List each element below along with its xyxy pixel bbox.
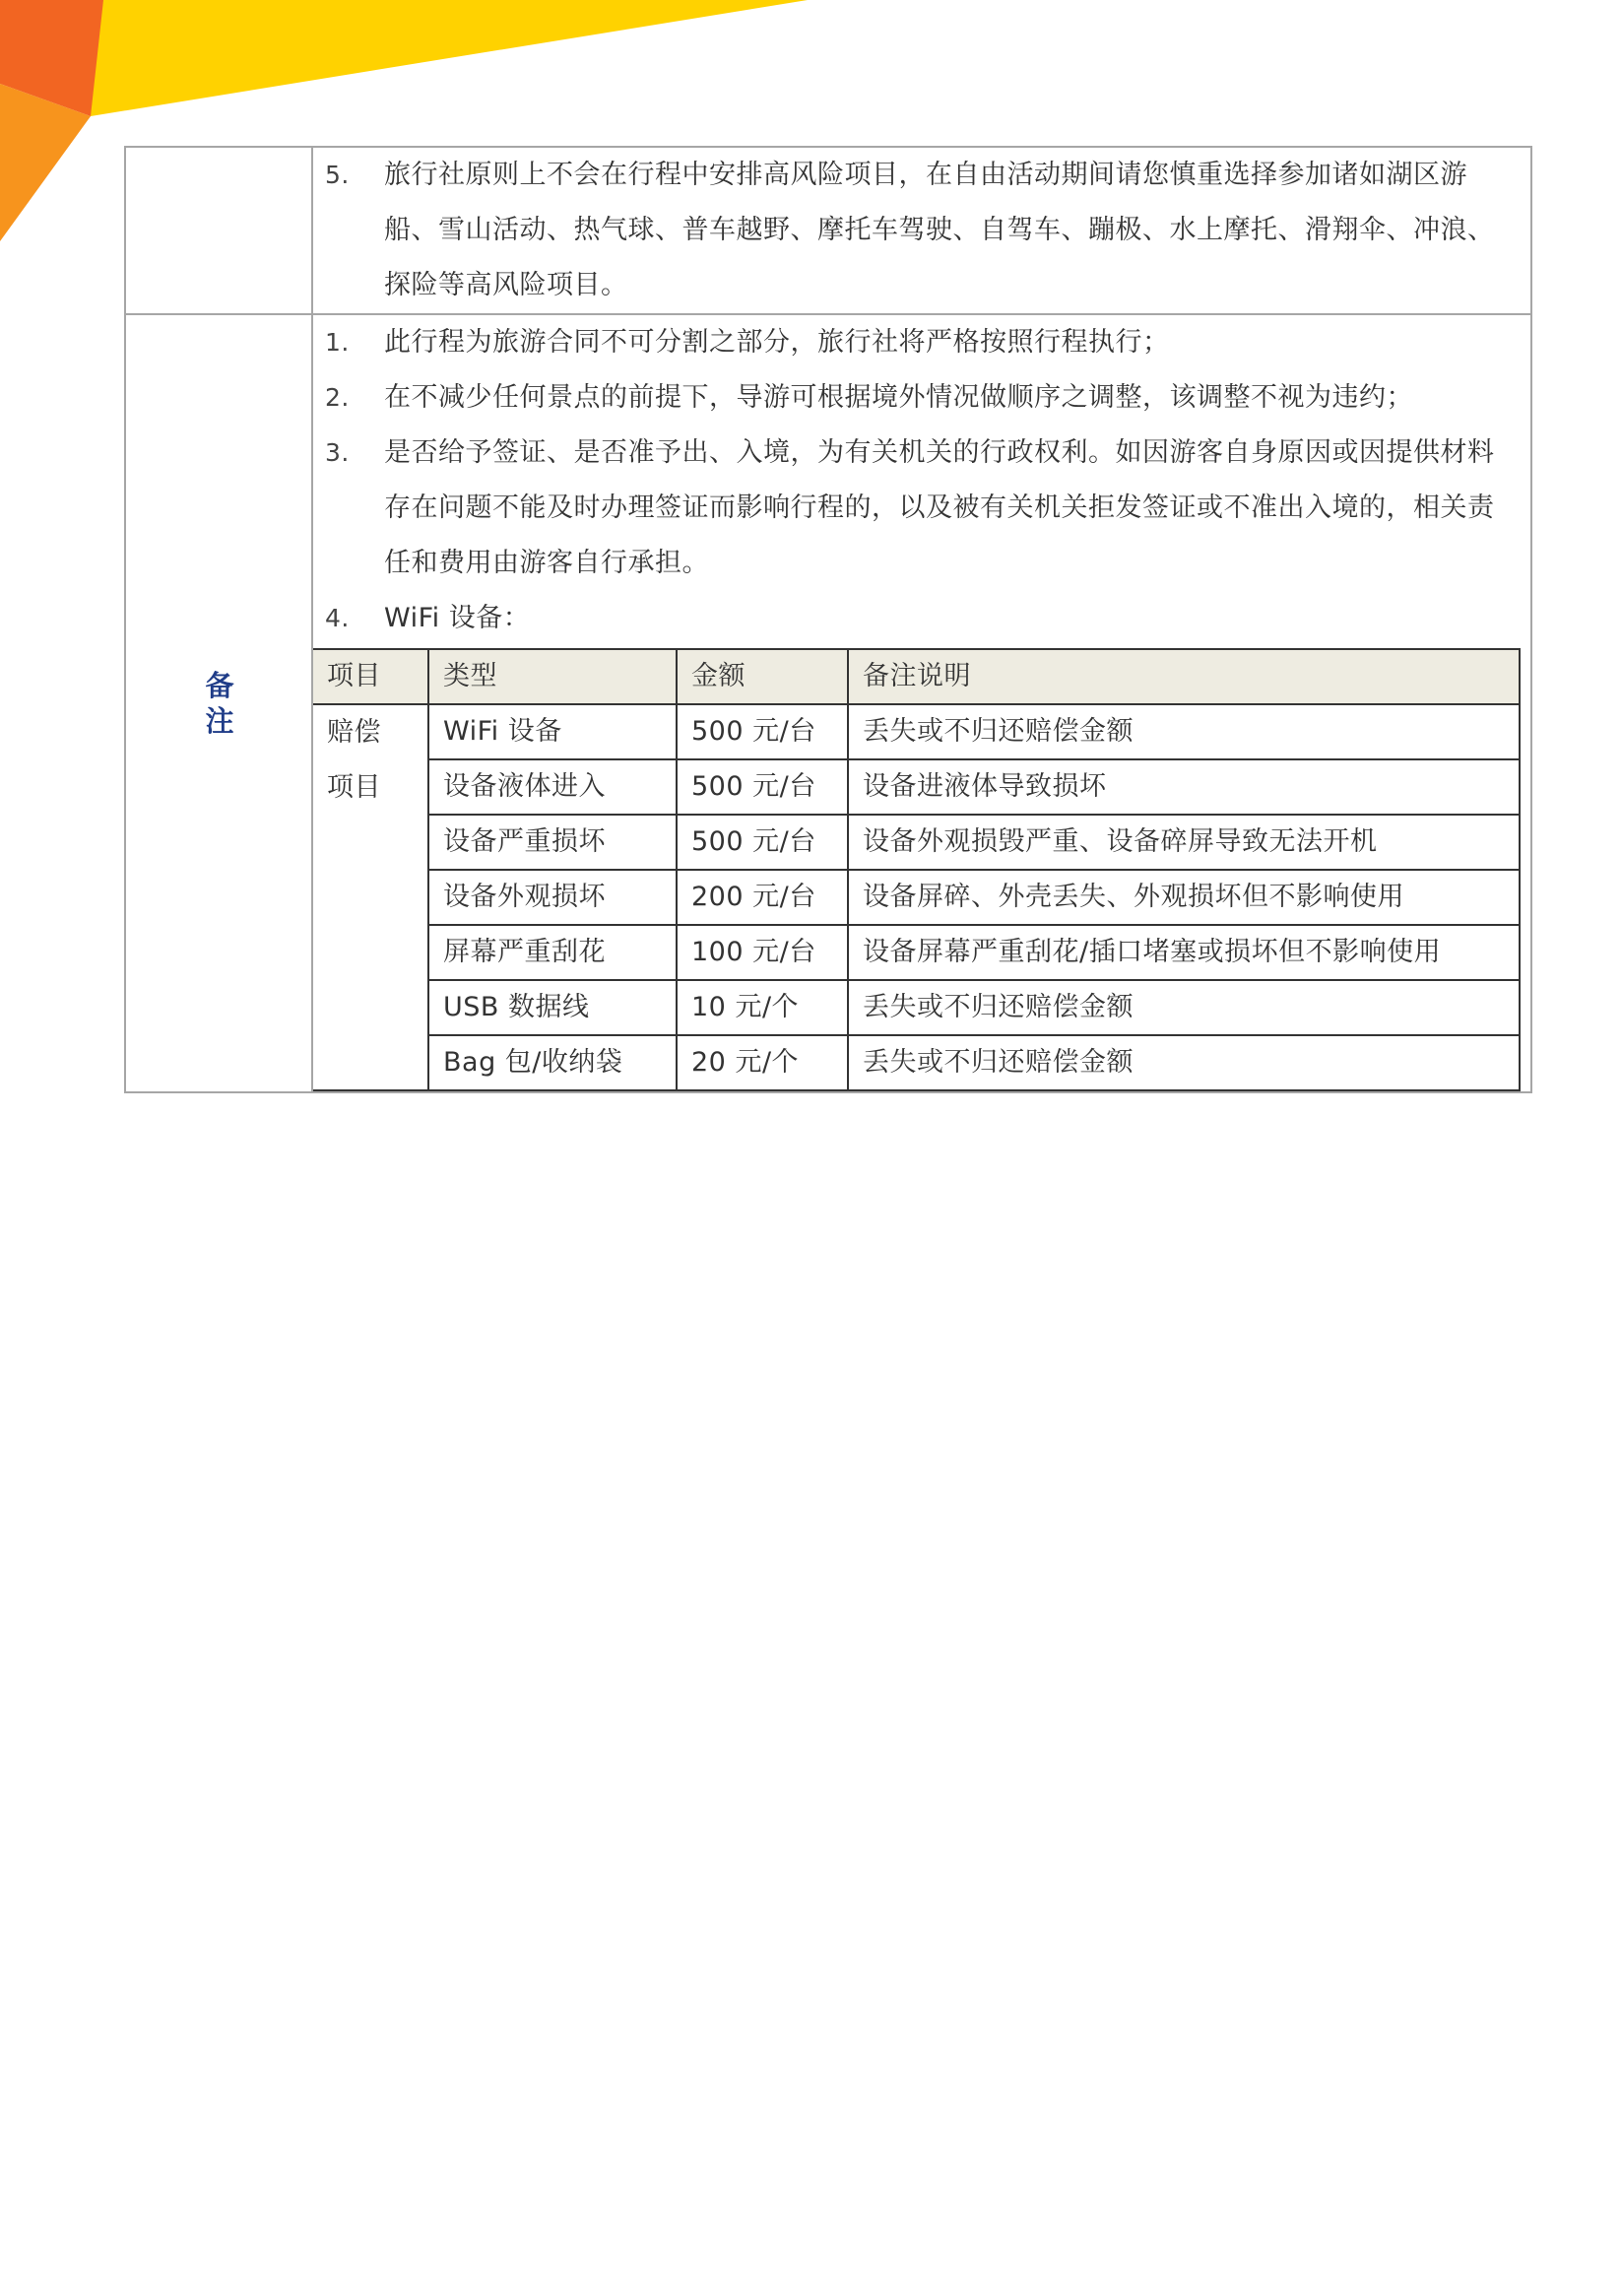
header-note: 备注说明 [848,649,1520,704]
table-row [312,815,1520,870]
note-cell: 丢失或不归还赔偿金额 [848,980,1520,1035]
amount-cell: 20 元/个 [677,1035,848,1090]
type-cell: WiFi 设备 [428,704,677,759]
amount-cell: 500 元/台 [677,815,848,870]
amount-cell: 500 元/台 [677,759,848,815]
header-amount: 金额 [677,649,848,704]
risk-row [125,147,1531,314]
type-cell: 屏幕严重刮花 [428,925,677,980]
table-row [312,925,1520,980]
type-cell: Bag 包/收纳袋 [428,1035,677,1090]
list-item: 3. 是否给予签证、是否准予出、入境，为有关机关的行政权利。如因游客自身原因或因提供材料存在问题不能及时办理签证而影响行程的，以及被有关机关拒发签证或不准出入境的，相关责任和费用由游客自行承担。 [325,437,1495,578]
note-cell: 设备外观损毁严重、设备碎屏导致无法开机 [848,815,1520,870]
list-item: 4. WiFi 设备： [325,603,531,633]
table-header-row [312,649,1520,704]
note-cell: 丢失或不归还赔偿金额 [848,1035,1520,1090]
notes-label-cell [125,314,312,1092]
wifi-compensation-table [311,648,1521,1091]
itinerary-notes-table [124,146,1532,1093]
group-label-cell [312,704,428,1090]
table-row [312,980,1520,1035]
header-item: 项目 [312,649,428,704]
note-cell: 设备屏幕严重刮花/插口堵塞或损坏但不影响使用 [848,925,1520,980]
notes-row [125,314,1531,1092]
notes-label: 备注 [205,669,234,738]
amount-cell: 10 元/个 [677,980,848,1035]
amount-cell: 200 元/台 [677,870,848,925]
note-cell: 设备屏碎、外壳丢失、外观损坏但不影响使用 [848,870,1520,925]
risk-label-cell [125,147,312,314]
note-cell: 设备进液体导致损坏 [848,759,1520,815]
header-type: 类型 [428,649,677,704]
table-row [312,704,1520,759]
note-cell: 丢失或不归还赔偿金额 [848,704,1520,759]
group-label: 赔偿项目 [327,717,381,803]
table-row [312,1035,1520,1090]
table-row [312,759,1520,815]
list-item: 5. 旅行社原则上不会在行程中安排高风险项目，在自由活动期间请您慎重选择参加诸如湖区游船、雪山活动、热气球、普车越野、摩托车驾驶、自驾车、蹦极、水上摩托、滑翔伞、冲浪、探险等高风险项目。 [325,160,1495,300]
amount-cell: 100 元/台 [677,925,848,980]
table-row [312,870,1520,925]
list-item: 2. 在不减少任何景点的前提下，导游可根据境外情况做顺序之调整，该调整不视为违约； [325,382,1413,413]
type-cell: USB 数据线 [428,980,677,1035]
risk-notes [312,147,1531,314]
amount-cell: 500 元/台 [677,704,848,759]
list-item: 1. 此行程为旅游合同不可分割之部分，旅行社将严格按照行程执行； [325,327,1170,358]
type-cell: 设备严重损坏 [428,815,677,870]
notes-content [312,314,1531,1092]
type-cell: 设备外观损坏 [428,870,677,925]
type-cell: 设备液体进入 [428,759,677,815]
